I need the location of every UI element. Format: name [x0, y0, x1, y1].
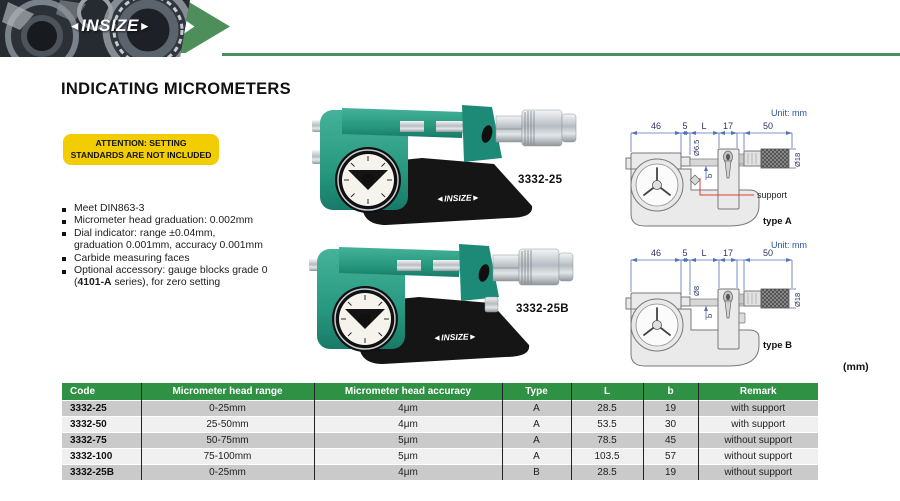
support-bracket: [690, 175, 700, 185]
cell-accuracy: 5μm: [314, 432, 502, 448]
cell-type: A: [502, 400, 571, 416]
feature-item-continuation: graduation 0.001mm, accuracy 0.001mm: [74, 240, 263, 252]
logo-right-arrow-icon: ►: [138, 19, 152, 33]
cell-accuracy: 5μm: [314, 448, 502, 464]
dim-L: L: [701, 121, 707, 131]
cell-code: 3332-100: [62, 448, 141, 464]
cell-L: 28.5: [571, 400, 643, 416]
cell-range: 25-50mm: [141, 416, 314, 432]
cell-b: 45: [643, 432, 698, 448]
cell-type: A: [502, 448, 571, 464]
table-row: [62, 400, 818, 416]
table-row: [62, 432, 818, 448]
cell-b: 19: [643, 464, 698, 480]
col-header-remark: Remark: [698, 383, 818, 400]
dim-46: 46: [650, 248, 662, 258]
cell-code: 3332-25: [62, 400, 141, 416]
cell-range: 75-100mm: [141, 448, 314, 464]
col-header-code: Code: [62, 383, 141, 400]
table-row: [62, 416, 818, 432]
anvil: [400, 121, 424, 132]
cell-code: 3332-75: [62, 432, 141, 448]
table-unit-note: (mm): [843, 361, 869, 373]
dim-5: 5: [682, 121, 688, 131]
cell-L: 53.5: [571, 416, 643, 432]
cell-accuracy: 4μm: [314, 464, 502, 480]
col-header-L: L: [571, 383, 643, 400]
col-header-b: b: [643, 383, 698, 400]
cell-b: 30: [643, 416, 698, 432]
dim-5: 5: [682, 248, 688, 258]
ratchet-stop: [559, 253, 573, 281]
cell-type: A: [502, 432, 571, 448]
dim-50: 50: [762, 248, 774, 258]
cell-remark: with support: [698, 416, 818, 432]
banner-divider-line: [222, 53, 900, 56]
logo-left-arrow-icon: ◄: [68, 19, 82, 33]
cell-remark: with support: [698, 400, 818, 416]
cell-code: 3332-50: [62, 416, 141, 432]
spindle: [433, 260, 461, 271]
dim-b: b: [705, 173, 714, 178]
table-header-row: [62, 383, 818, 400]
cell-L: 103.5: [571, 448, 643, 464]
accessory-series-code: 4101-A: [77, 277, 112, 289]
technical-drawing-type-a: [611, 96, 900, 234]
unit-label: Unit: mm: [771, 240, 807, 250]
dim-17: 17: [722, 248, 734, 258]
dim-spindle-diameter: Ø6.5: [692, 139, 701, 156]
table-row: [62, 448, 818, 464]
spec-table: [62, 383, 818, 480]
product-code-3332-25: 3332-25: [518, 174, 563, 186]
attention-box: [63, 134, 219, 165]
cell-b: 57: [643, 448, 698, 464]
unit-label: Unit: mm: [771, 108, 807, 118]
anvil: [397, 260, 421, 271]
feature-list: [62, 203, 312, 290]
support-label: support: [757, 190, 788, 200]
dim-50: 50: [762, 121, 774, 131]
cell-remark: without support: [698, 448, 818, 464]
product-photo-3332-25: [312, 98, 580, 232]
product-logo-text: ◄INSIZE►: [435, 192, 481, 204]
attention-line2: STANDARDS ARE NOT INCLUDED: [70, 149, 212, 160]
dim-b: b: [705, 313, 714, 318]
cell-b: 19: [643, 400, 698, 416]
dim-thimble-diameter: Ø18: [793, 152, 802, 167]
insize-logo: [52, 16, 168, 36]
table-row: [62, 464, 818, 480]
product-code-3332-25B: 3332-25B: [516, 303, 569, 315]
feature-item-continuation: (4101-A series), for zero setting: [74, 277, 221, 289]
knurled-thimble: [761, 149, 789, 168]
knurled-thimble: [761, 289, 789, 308]
technical-drawing-type-b: [611, 236, 900, 374]
feature-item: Meet DIN863-3: [62, 203, 312, 215]
cell-range: 0-25mm: [141, 400, 314, 416]
cell-L: 78.5: [571, 432, 643, 448]
col-header-type: Type: [502, 383, 571, 400]
cell-accuracy: 4μm: [314, 400, 502, 416]
logo-text: INSIZE: [81, 16, 139, 35]
cell-type: B: [502, 464, 571, 480]
dim-L: L: [701, 248, 707, 258]
type-b-caption: type B: [763, 340, 793, 351]
dim-thimble-diameter: Ø18: [793, 292, 802, 307]
type-a-caption: type A: [763, 216, 792, 227]
feature-item: Optional accessory: gauge blocks grade 0: [62, 265, 312, 277]
product-logo-text: ◄INSIZE►: [432, 331, 478, 343]
cell-code: 3332-25B: [62, 464, 141, 480]
cell-range: 0-25mm: [141, 464, 314, 480]
feature-item: Dial indicator: range ±0.04mm,: [62, 228, 312, 240]
feature-item: Micrometer head graduation: 0.002mm: [62, 215, 312, 227]
dim-46: 46: [650, 121, 662, 131]
spindle: [436, 121, 464, 132]
ratchet-stop: [562, 114, 576, 142]
attention-line1: ATTENTION: SETTING: [95, 137, 187, 148]
side-button: [485, 297, 498, 312]
cell-L: 28.5: [571, 464, 643, 480]
page-title: INDICATING MICROMETERS: [61, 80, 291, 98]
cell-remark: without support: [698, 464, 818, 480]
dim-17: 17: [722, 121, 734, 131]
cell-type: A: [502, 416, 571, 432]
cell-accuracy: 4μm: [314, 416, 502, 432]
col-header-range: Micrometer head range: [141, 383, 314, 400]
cell-range: 50-75mm: [141, 432, 314, 448]
feature-item: Carbide measuring faces: [62, 253, 312, 265]
cell-remark: without support: [698, 432, 818, 448]
dim-spindle-diameter: Ø8: [692, 285, 701, 296]
col-header-accuracy: Micrometer head accuracy: [314, 383, 502, 400]
